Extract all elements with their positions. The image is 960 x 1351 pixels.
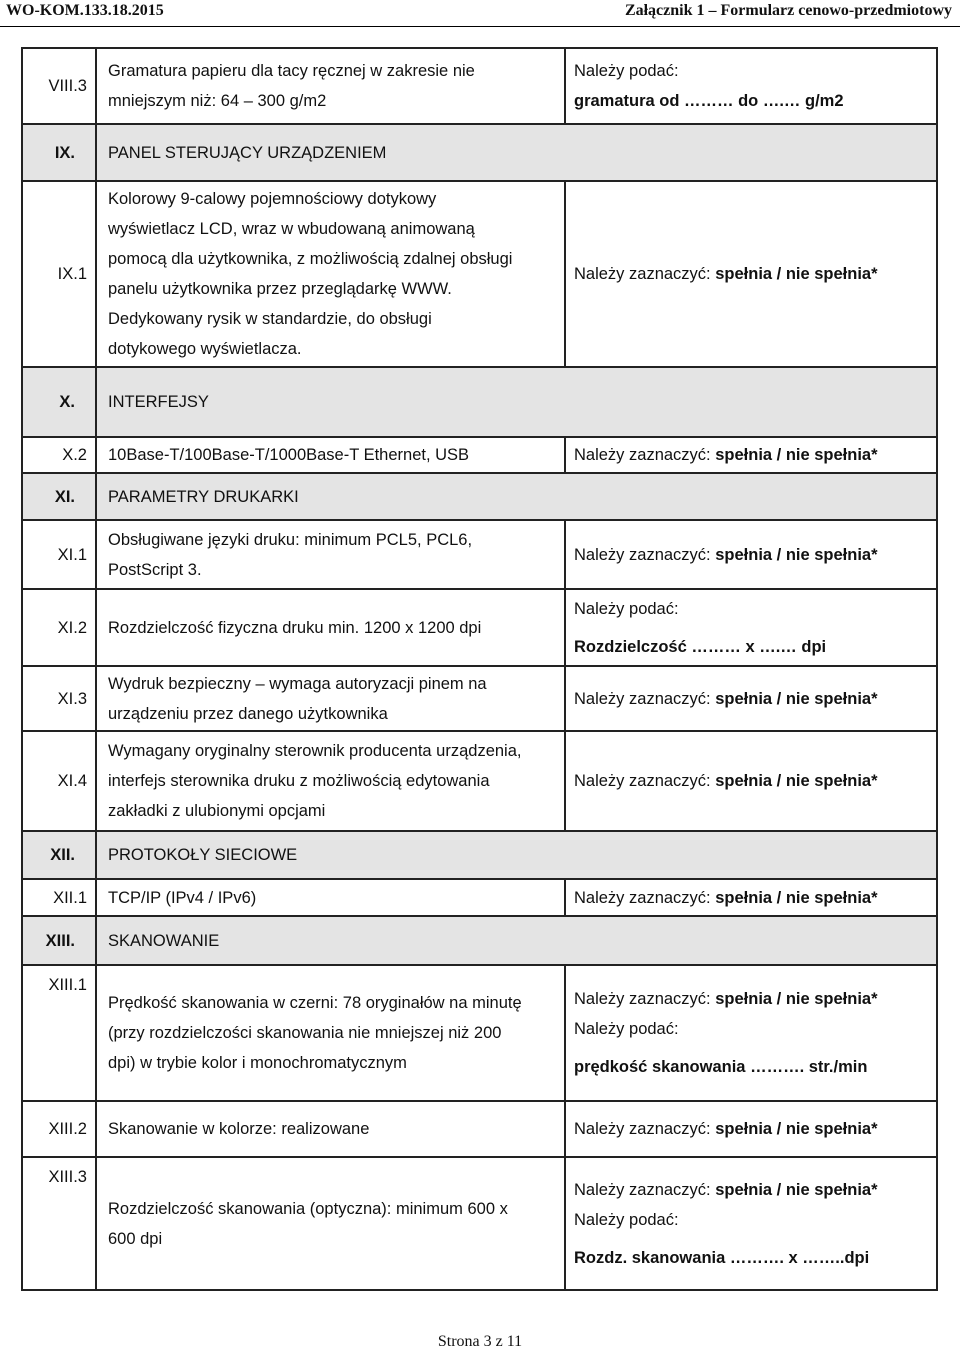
meets-option[interactable]: spełnia / nie spełnia* [715, 1120, 878, 1138]
row-number: VIII.3 [22, 48, 96, 124]
row-number: XIII.3 [22, 1157, 96, 1290]
mark-label: Należy zaznaczyć: [574, 888, 716, 907]
provide-label: Należy podać: [574, 1210, 679, 1229]
meets-option[interactable]: spełnia / nie spełnia* [715, 689, 878, 708]
description-line: PostScript 3. [108, 560, 202, 579]
mark-label: Należy zaznaczyć: [574, 1120, 716, 1138]
meets-option[interactable]: spełnia / nie spełnia* [715, 772, 878, 790]
description-line: panelu użytkownika przez przeglądarkę WWW. [108, 280, 452, 298]
row-description [96, 181, 565, 367]
mark-label: Należy zaznaczyć: [574, 1180, 716, 1199]
row-number: XI.3 [22, 666, 96, 731]
row-number: XI.1 [22, 520, 96, 589]
section-title: INTERFEJSY [96, 367, 937, 437]
row-requirement [565, 731, 937, 831]
section-number: IX. [22, 124, 96, 181]
row-description [96, 48, 565, 124]
mark-label: Należy zaznaczyć: [574, 265, 716, 283]
table-row-xi1 [22, 520, 937, 589]
table-row-xii1 [22, 879, 937, 916]
description-line: dpi) w trybie kolor i monochromatycznym [108, 1054, 407, 1072]
mark-label: Należy zaznaczyć: [574, 545, 716, 564]
row-description [96, 520, 565, 589]
resolution-answer-field[interactable]: Rozdzielczość ……… x ….… dpi [574, 637, 827, 656]
header-rule [0, 26, 960, 27]
table-row-xiii2 [22, 1101, 937, 1157]
table-row-viii3 [22, 48, 937, 124]
section-title: PROTOKOŁY SIECIOWE [96, 831, 937, 879]
row-requirement [565, 181, 937, 367]
row-requirement [565, 965, 937, 1101]
description-line: 600 dpi [108, 1229, 163, 1248]
description-line: Prędkość skanowania w czerni: 78 oryginałów na minutę [108, 994, 522, 1012]
description-line: Rozdzielczość skanowania (optyczna): minimum 600 x [108, 1199, 508, 1218]
description-line: urządzeniu przez danego użytkownika [108, 704, 388, 723]
description-line: pomocą dla użytkownika, z możliwością zdalnej obsługi [108, 250, 513, 268]
meets-option[interactable]: spełnia / nie spełnia* [715, 1180, 878, 1199]
mark-label: Należy zaznaczyć: [574, 772, 716, 790]
row-number: XII.1 [22, 879, 96, 916]
mark-label: Należy zaznaczyć: [574, 689, 716, 708]
row-description: Skanowanie w kolorze: realizowane [96, 1101, 565, 1157]
grammage-answer-field[interactable]: gramatura od ……… do ….… g/m2 [574, 92, 844, 110]
row-requirement [565, 1101, 937, 1157]
provide-label: Należy podać: [574, 599, 679, 618]
meets-option[interactable]: spełnia / nie spełnia* [715, 545, 878, 564]
meets-option[interactable]: spełnia / nie spełnia* [715, 888, 878, 907]
provide-label: Należy podać: [574, 1020, 679, 1038]
meets-option[interactable]: spełnia / nie spełnia* [715, 990, 878, 1008]
document-id: WO-KOM.133.18.2015 [6, 2, 164, 19]
section-number: X. [22, 367, 96, 437]
row-requirement [565, 879, 937, 916]
row-requirement [565, 666, 937, 731]
row-number: X.2 [22, 437, 96, 473]
description-line: Wymagany oryginalny sterownik producenta urządzenia, [108, 742, 522, 760]
row-number: XIII.1 [22, 965, 96, 1101]
row-requirement [565, 520, 937, 589]
row-description [96, 731, 565, 831]
description-line: Obsługiwane języki druku: minimum PCL5, PCL6, [108, 530, 473, 549]
row-description: TCP/IP (IPv4 / IPv6) [96, 879, 565, 916]
description-line: Wydruk bezpieczny – wymaga autoryzacji pinem na [108, 674, 487, 693]
row-number: XI.4 [22, 731, 96, 831]
mark-label: Należy zaznaczyć: [574, 446, 716, 464]
row-description [96, 965, 565, 1101]
description-line: (przy rozdzielczości skanowania nie mniejszej niż 200 [108, 1024, 502, 1042]
row-description [96, 1157, 565, 1290]
description-line: Gramatura papieru dla tacy ręcznej w zakresie nie [108, 62, 475, 80]
section-number: XIII. [22, 916, 96, 965]
section-title: SKANOWANIE [96, 916, 937, 965]
table-row-xi3 [22, 666, 937, 731]
section-x [22, 367, 937, 437]
row-requirement [565, 48, 937, 124]
description-line: Kolorowy 9-calowy pojemnościowy dotykowy [108, 190, 437, 208]
table-row-xi2 [22, 589, 937, 666]
row-number: XI.2 [22, 589, 96, 666]
section-xii [22, 831, 937, 879]
section-number: XII. [22, 831, 96, 879]
description-line: Dedykowany rysik w standardzie, do obsługi [108, 310, 432, 328]
row-number: XIII.2 [22, 1101, 96, 1157]
row-requirement [565, 437, 937, 473]
table-row-xi4 [22, 731, 937, 831]
description-line: dotykowego wyświetlacza. [108, 340, 302, 358]
description-line: wyświetlacz LCD, wraz w wbudowaną animowaną [108, 220, 475, 238]
scan-speed-answer-field[interactable]: prędkość skanowania ………. str./min [574, 1058, 868, 1076]
meets-option[interactable]: spełnia / nie spełnia* [715, 446, 878, 464]
description-line: interfejs sterownika druku z możliwością edytowania [108, 772, 490, 790]
provide-label: Należy podać: [574, 62, 679, 80]
description-line: mniejszym niż: 64 – 300 g/m2 [108, 92, 327, 110]
mark-label: Należy zaznaczyć: [574, 990, 716, 1008]
row-description: 10Base-T/100Base-T/1000Base-T Ethernet, USB [96, 437, 565, 473]
table-row-xiii3 [22, 1157, 937, 1290]
section-title: PANEL STERUJĄCY URZĄDZENIEM [96, 124, 937, 181]
scan-resolution-answer-field[interactable]: Rozdz. skanowania ………. x ……..dpi [574, 1248, 870, 1267]
annex-title: Załącznik 1 – Formularz cenowo-przedmiotowy [624, 2, 952, 19]
section-xi [22, 473, 937, 520]
price-form-table [21, 47, 938, 1291]
row-requirement [565, 589, 937, 666]
section-ix [22, 124, 937, 181]
table-row-xiii1 [22, 965, 937, 1101]
page-number: Strona 3 z 11 [437, 1333, 523, 1350]
section-number: XI. [22, 473, 96, 520]
description-line: zakładki z ulubionymi opcjami [108, 802, 326, 820]
row-requirement [565, 1157, 937, 1290]
table-row-x2 [22, 437, 937, 473]
row-description: Rozdzielczość fizyczna druku min. 1200 x 1200 dpi [96, 589, 565, 666]
meets-option[interactable]: spełnia / nie spełnia* [715, 265, 878, 283]
section-title: PARAMETRY DRUKARKI [96, 473, 937, 520]
row-description [96, 666, 565, 731]
section-xiii [22, 916, 937, 965]
row-number: IX.1 [22, 181, 96, 367]
table-row-ix1 [22, 181, 937, 367]
